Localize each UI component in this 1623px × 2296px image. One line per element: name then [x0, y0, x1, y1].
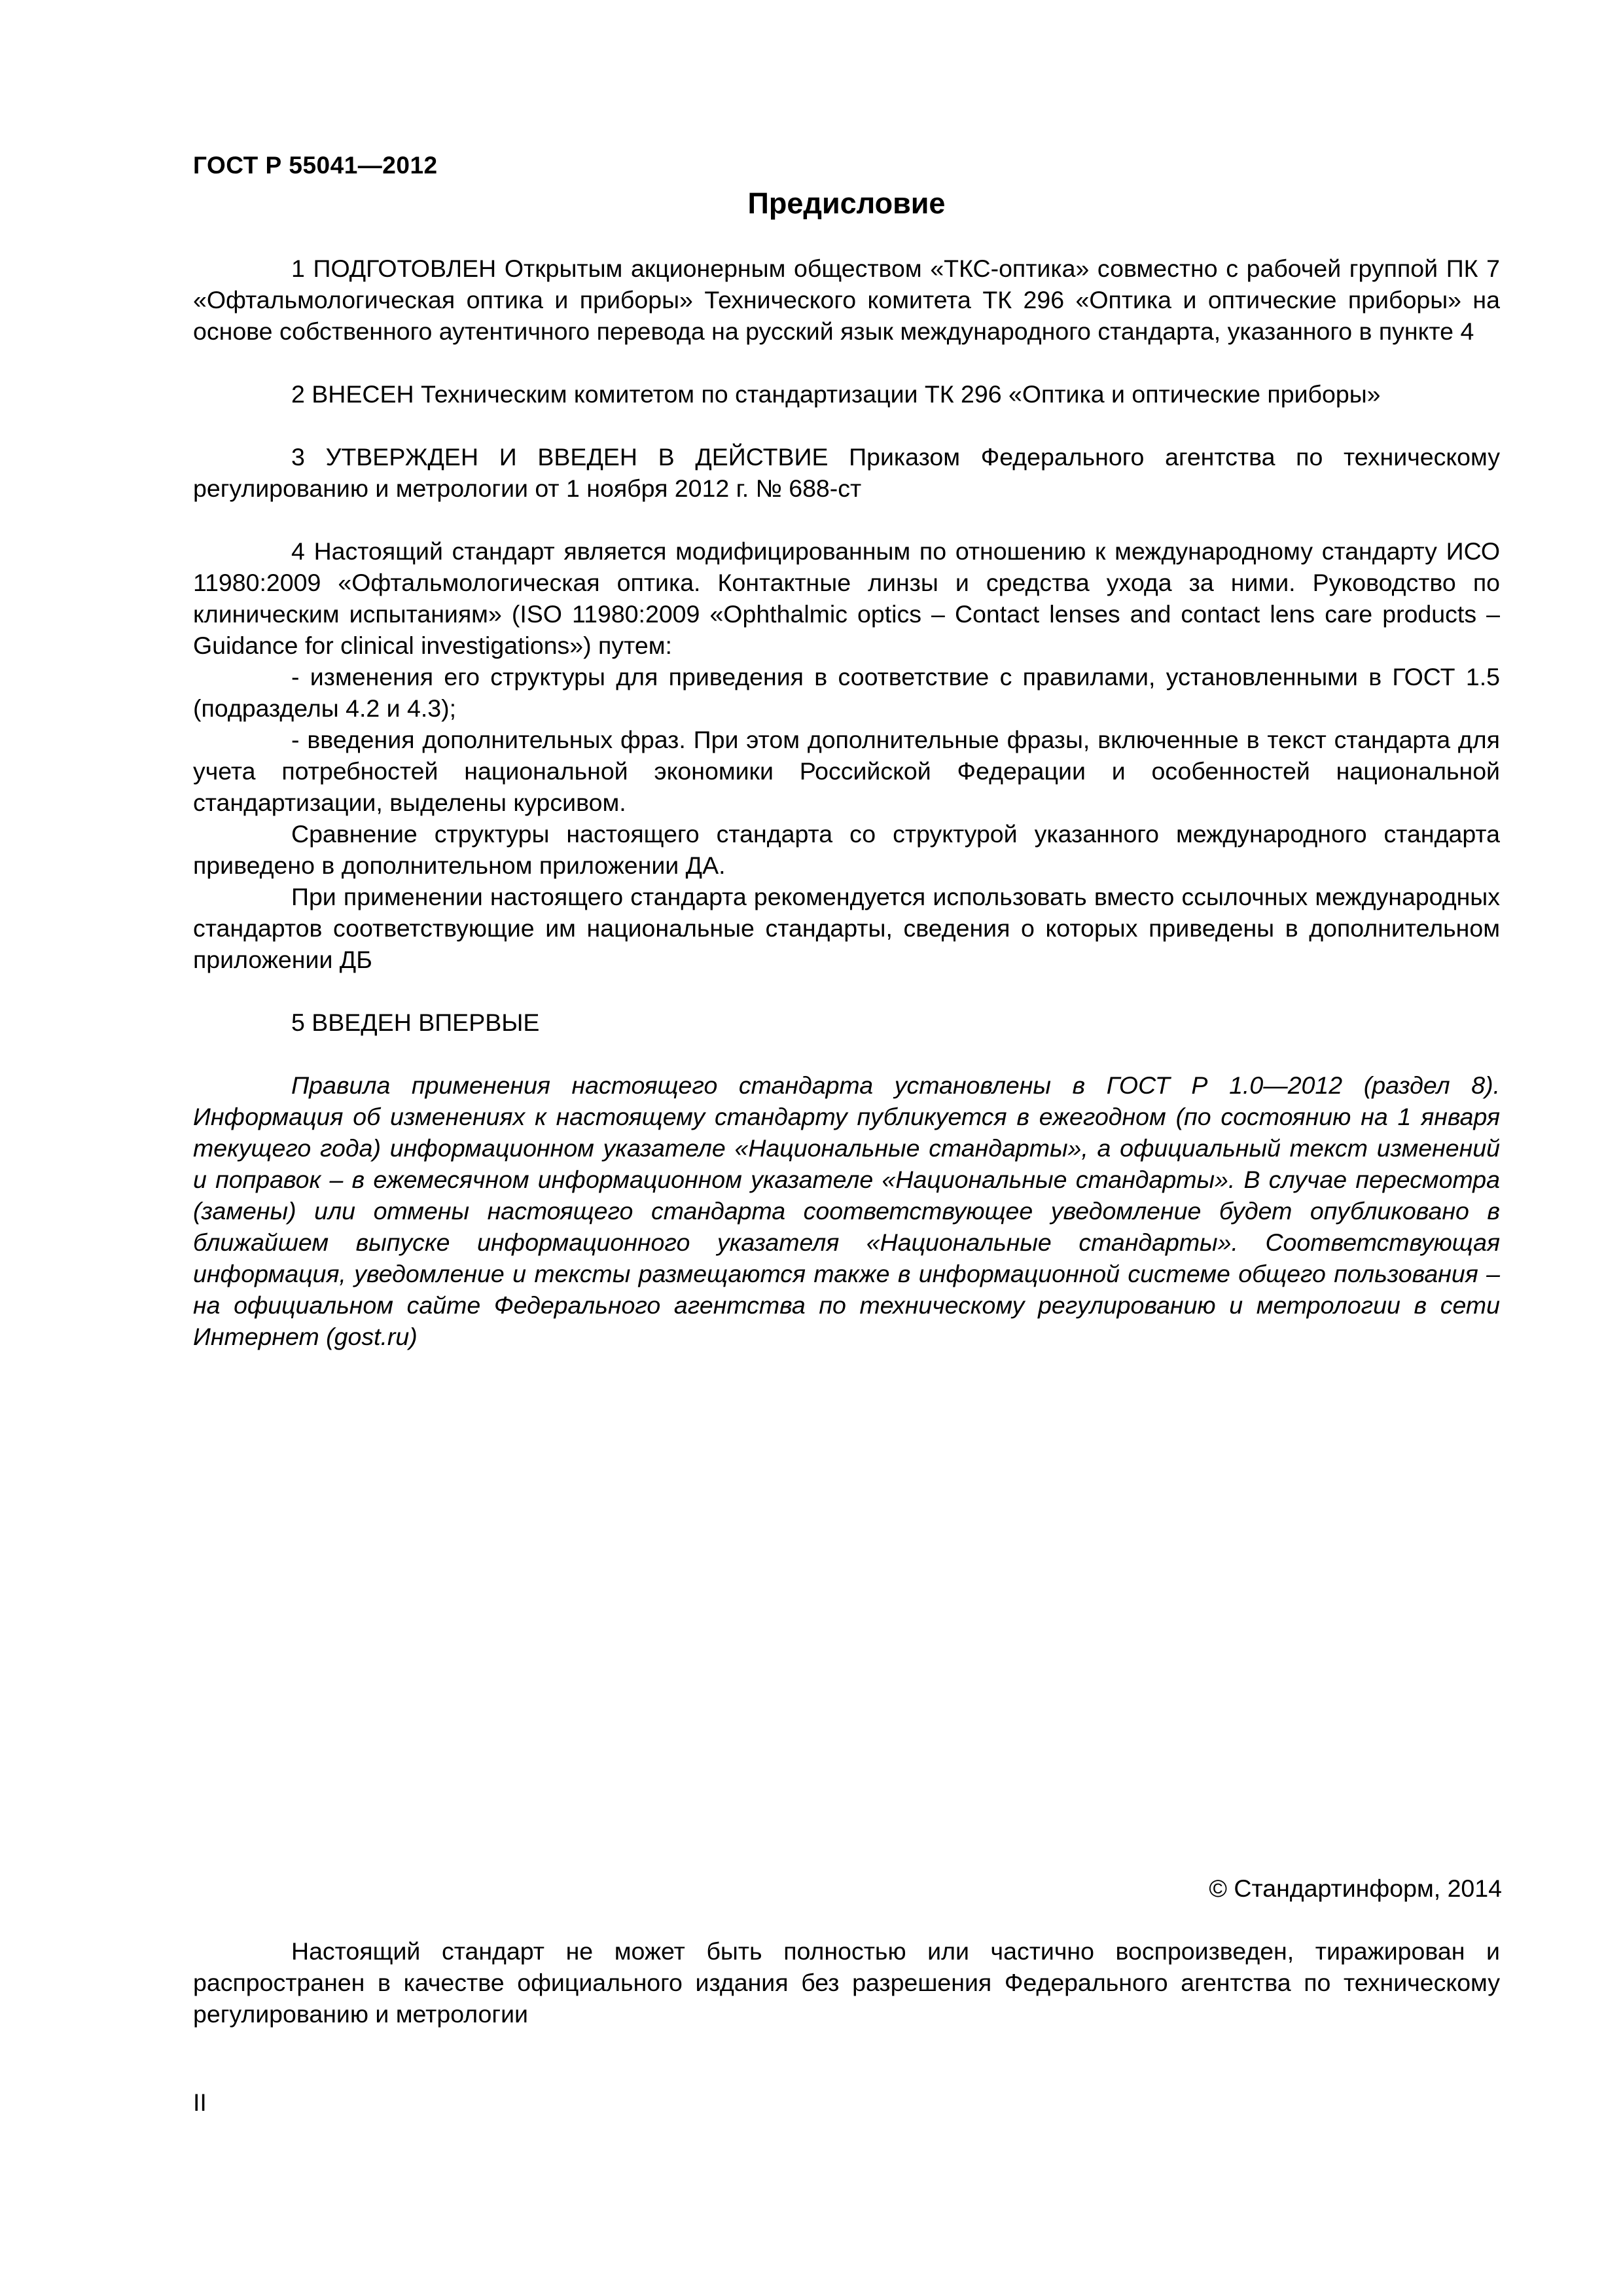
page-number: II [193, 2089, 207, 2116]
page-title: Предисловие [747, 187, 946, 220]
list-item-additional-phrases: - введения дополнительных фраз. При этом дополнительные фразы, включенные в текст стандарта для учета потребностей национальной экономики Российской Федерации и особенностей национальной стандартизации, выделены курсивом. [193, 726, 1500, 816]
paragraph-application-rules: Правила применения настоящего стандарта установлены в ГОСТ Р 1.0—2012 (раздел 8). Информация об изменениях к настоящему стандарту публикуется в ежегодном (по состоянию на 1 января текущего года) информационном указателе «Национальные стандарты», а официальный текст изменений и поправок – в ежемесячном информационном указателе «Национальные стандарты». В случае пересмотра (замены) или отмены настоящего стандарта соответствующее уведомление будет опубликовано в ближайшем выпуске информационного указателя «Национальные стандарты». Соответствующая информация, уведомление и тексты размещаются также в информационной системе общего пользования – на официальном сайте Федерального агентства по техническому регулированию и метрологии в сети Интернет (gost.ru) [193, 1071, 1500, 1350]
document-code: ГОСТ Р 55041—2012 [193, 152, 438, 179]
paragraph-introduced-by: 2 ВНЕСЕН Техническим комитетом по стандартизации ТК 296 «Оптика и оптические приборы» [291, 380, 1381, 408]
paragraph-first-introduced: 5 ВВЕДЕН ВПЕРВЫЕ [291, 1009, 540, 1036]
copyright-notice: © Стандартинформ, 2014 [1209, 1874, 1502, 1902]
paragraph-structure-comparison: Сравнение структуры настоящего стандарта со структурой указанного международного стандарта приведено в дополнительном приложении ДА. [193, 820, 1500, 879]
paragraph-approved: 3 УТВЕРЖДЕН И ВВЕДЕН В ДЕЙСТВИЕ Приказом Федерального агентства по техническому регулированию и метрологии от 1 ноября 2012 г. № 688-ст [193, 443, 1500, 502]
reproduction-notice: Настоящий стандарт не может быть полностью или частично воспроизведен, тиражирован и распространен в качестве официального издания без разрешения Федерального агентства по техническому регулированию и метрологии [193, 1937, 1500, 2028]
paragraph-prepared-by: 1 ПОДГОТОВЛЕН Открытым акционерным обществом «ТКС-оптика» совместно с рабочей группой ПК 7 «Офтальмологическая оптика и приборы» Технического комитета ТК 296 «Оптика и оптические приборы» на основе собственного аутентичного перевода на русский язык международного стандарта, указанного в пункте 4 [193, 255, 1500, 345]
list-item-structure-change: - изменения его структуры для приведения в соответствие с правилами, установленными в ГОСТ 1.5 (подразделы 4.2 и 4.3); [193, 663, 1500, 722]
paragraph-modified-standard: 4 Настоящий стандарт является модифицированным по отношению к международному стандарту ИСО 11980:2009 «Офтальмологическая оптика. Контактные линзы и средства ухода за ними. Руководство по клиническим испытаниям» (ISO 11980:2009 «Ophthalmic optics – Contact lenses and contact lens care products – Guidance for clinical investigations») путем: [193, 537, 1500, 659]
paragraph-national-standards: При применении настоящего стандарта рекомендуется использовать вместо ссылочных международных стандартов соответствующие им национальные стандарты, сведения о которых приведены в дополнительном приложении ДБ [193, 883, 1500, 973]
document-page [193, 0, 1502, 2296]
foreword-body [193, 253, 1500, 1352]
